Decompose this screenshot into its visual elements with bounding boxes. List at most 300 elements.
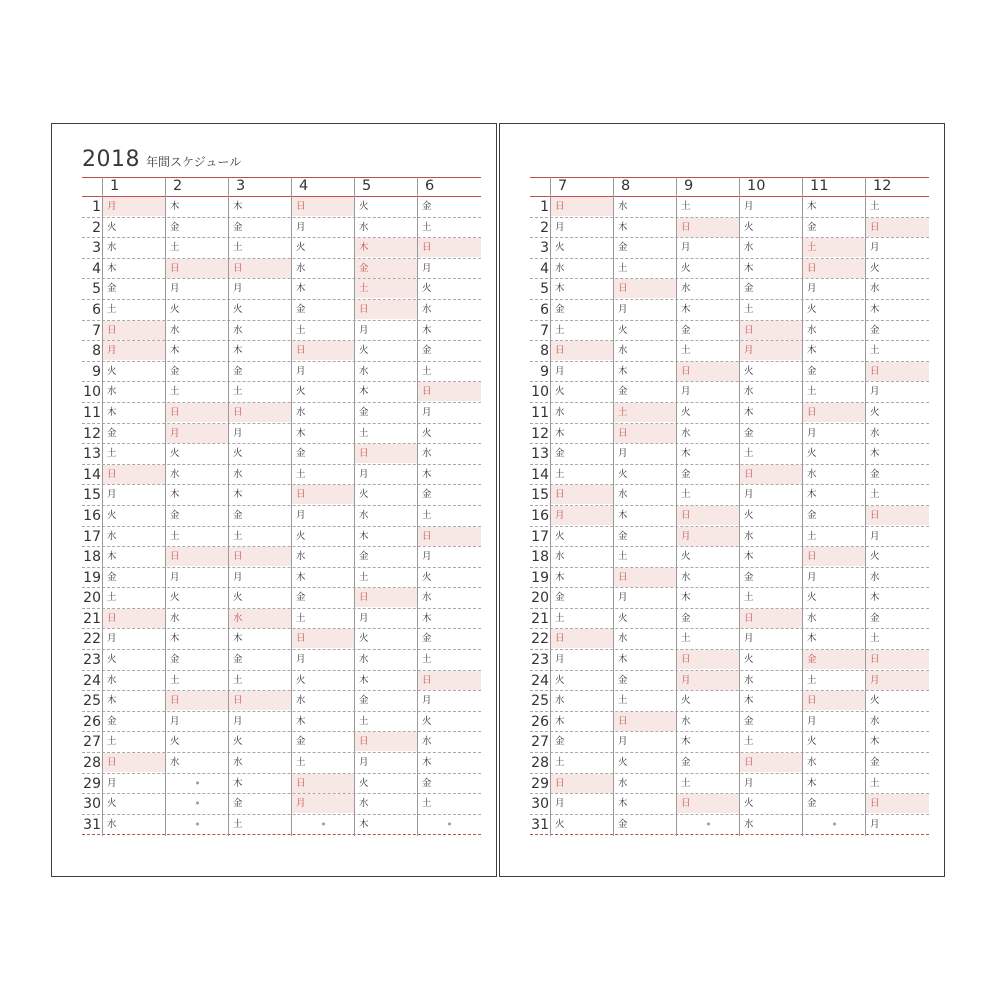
month-header: 6: [425, 178, 435, 194]
weekday-cell: 火: [618, 757, 628, 769]
weekday-cell: 木: [170, 489, 180, 501]
holiday-weekday-cell: 日: [866, 794, 929, 813]
holiday-weekday-cell: 日: [866, 650, 929, 669]
day-row: [82, 609, 481, 630]
weekday-cell: 月: [359, 324, 369, 336]
weekday-cell: 木: [744, 262, 754, 274]
day-row: [530, 609, 929, 630]
weekday-cell: 土: [807, 674, 817, 686]
weekday-cell: 水: [296, 551, 306, 563]
weekday-cell: 水: [807, 612, 817, 624]
day-row: [82, 238, 481, 259]
weekday-cell: 土: [233, 674, 243, 686]
weekday-cell: 土: [422, 365, 432, 377]
holiday-weekday-cell: 日: [551, 197, 614, 216]
weekday-cell: 金: [870, 757, 880, 769]
weekday-cell: 土: [807, 386, 817, 398]
weekday-cell: 水: [618, 345, 628, 357]
weekday-cell: 月: [681, 386, 691, 398]
day-row: [530, 485, 929, 506]
holiday-weekday-cell: 月: [103, 341, 166, 360]
weekday-cell: 木: [618, 654, 628, 666]
holiday-weekday-cell: 日: [803, 403, 866, 422]
day-number: 4: [92, 260, 101, 277]
day-number: 12: [531, 425, 549, 442]
weekday-cell: 金: [744, 571, 754, 583]
weekday-cell: 火: [555, 242, 565, 254]
weekday-cell: 木: [555, 715, 565, 727]
day-number: 17: [531, 528, 549, 545]
day-row: [82, 774, 481, 795]
empty-day-marker: •: [320, 817, 327, 831]
weekday-cell: 火: [618, 612, 628, 624]
weekday-cell: 月: [233, 427, 243, 439]
weekday-cell: 木: [618, 221, 628, 233]
weekday-cell: 金: [296, 736, 306, 748]
weekday-cell: 金: [422, 633, 432, 645]
title-year: 2018: [82, 147, 140, 172]
weekday-cell: 金: [618, 530, 628, 542]
weekday-cell: 水: [296, 695, 306, 707]
holiday-weekday-cell: 日: [677, 794, 740, 813]
holiday-weekday-cell: 日: [551, 629, 614, 648]
weekday-cell: 土: [422, 509, 432, 521]
weekday-cell: 土: [107, 303, 117, 315]
day-row: [82, 197, 481, 218]
weekday-cell: 金: [170, 221, 180, 233]
weekday-cell: 火: [807, 303, 817, 315]
weekday-cell: 木: [681, 448, 691, 460]
day-row: [82, 341, 481, 362]
day-number: 14: [531, 466, 549, 483]
weekday-cell: 月: [870, 818, 880, 830]
month-header: 1: [110, 178, 120, 194]
weekday-cell: 月: [618, 736, 628, 748]
holiday-weekday-cell: 日: [355, 300, 418, 319]
weekday-cell: 火: [681, 695, 691, 707]
day-row: [530, 465, 929, 486]
weekday-cell: 月: [744, 201, 754, 212]
weekday-cell: 月: [296, 221, 306, 233]
day-row: [82, 650, 481, 671]
weekday-cell: 月: [359, 468, 369, 480]
holiday-weekday-cell: 月: [866, 671, 929, 690]
month-header: 5: [362, 178, 372, 194]
weekday-cell: 水: [618, 489, 628, 501]
weekday-cell: 金: [807, 798, 817, 810]
day-number: 26: [531, 713, 549, 730]
day-number: 30: [531, 796, 549, 813]
holiday-weekday-cell: 月: [166, 424, 229, 443]
empty-day-marker: •: [446, 817, 453, 831]
day-row: [530, 279, 929, 300]
empty-day-marker: •: [194, 817, 201, 831]
holiday-weekday-cell: 日: [551, 774, 614, 793]
day-row: [82, 671, 481, 692]
column-divider: [102, 177, 103, 836]
weekday-cell: 月: [296, 654, 306, 666]
weekday-cell: 木: [422, 757, 432, 769]
weekday-cell: 火: [807, 448, 817, 460]
holiday-weekday-cell: 日: [292, 341, 355, 360]
weekday-cell: 土: [618, 695, 628, 707]
weekday-cell: 金: [555, 303, 565, 315]
weekday-cell: 木: [744, 695, 754, 707]
weekday-cell: 金: [107, 283, 117, 295]
weekday-cell: 火: [359, 633, 369, 645]
weekday-cell: 火: [107, 365, 117, 377]
weekday-cell: 水: [296, 262, 306, 274]
weekday-cell: 月: [870, 242, 880, 254]
weekday-cell: 火: [296, 530, 306, 542]
day-number: 28: [531, 755, 549, 772]
weekday-cell: 金: [359, 406, 369, 418]
day-number: 10: [531, 384, 549, 401]
day-row: [82, 485, 481, 506]
holiday-weekday-cell: 日: [551, 341, 614, 360]
weekday-cell: 火: [870, 406, 880, 418]
weekday-cell: 土: [618, 262, 628, 274]
weekday-cell: 火: [807, 592, 817, 604]
day-number: 24: [531, 672, 549, 689]
day-row: [530, 794, 929, 815]
day-number: 17: [83, 528, 101, 545]
calendar-table-jul-dec: [530, 177, 929, 835]
day-row: [530, 403, 929, 424]
weekday-cell: 土: [681, 777, 691, 789]
weekday-cell: 土: [744, 448, 754, 460]
holiday-weekday-cell: 日: [614, 424, 677, 443]
day-number: 16: [83, 507, 101, 524]
weekday-cell: 火: [233, 592, 243, 604]
day-row: [530, 382, 929, 403]
day-number: 7: [92, 322, 101, 339]
weekday-cell: 金: [422, 345, 432, 357]
weekday-cell: 土: [359, 715, 369, 727]
holiday-weekday-cell: 日: [866, 362, 929, 381]
weekday-cell: 水: [422, 736, 432, 748]
weekday-cell: 金: [681, 468, 691, 480]
weekday-cell: 木: [359, 530, 369, 542]
day-row: [530, 629, 929, 650]
weekday-cell: 月: [870, 386, 880, 398]
weekday-cell: 水: [422, 448, 432, 460]
column-divider: [550, 177, 551, 836]
day-number: 19: [531, 569, 549, 586]
weekday-cell: 土: [233, 242, 243, 254]
holiday-weekday-cell: 月: [677, 527, 740, 546]
weekday-cell: 火: [870, 262, 880, 274]
weekday-cell: 月: [107, 489, 117, 501]
weekday-cell: 金: [618, 818, 628, 830]
weekday-cell: 木: [870, 592, 880, 604]
day-number: 13: [83, 446, 101, 463]
holiday-weekday-cell: 日: [803, 547, 866, 566]
weekday-cell: 火: [170, 303, 180, 315]
weekday-cell: 金: [233, 798, 243, 810]
day-row: [82, 218, 481, 239]
weekday-cell: 金: [296, 303, 306, 315]
left-page: [51, 123, 497, 877]
weekday-cell: 月: [170, 571, 180, 583]
weekday-cell: 木: [107, 262, 117, 274]
weekday-cell: 金: [107, 571, 117, 583]
weekday-cell: 水: [870, 283, 880, 295]
weekday-cell: 火: [618, 324, 628, 336]
day-number: 3: [92, 240, 101, 257]
weekday-cell: 土: [422, 221, 432, 233]
weekday-cell: 月: [555, 798, 565, 810]
weekday-cell: 水: [422, 303, 432, 315]
weekday-cell: 月: [296, 509, 306, 521]
weekday-cell: 水: [233, 324, 243, 336]
weekday-cell: 金: [296, 448, 306, 460]
weekday-cell: 火: [744, 798, 754, 810]
weekday-cell: 木: [681, 303, 691, 315]
holiday-weekday-cell: 日: [292, 774, 355, 793]
weekday-cell: 土: [107, 736, 117, 748]
holiday-weekday-cell: 日: [551, 485, 614, 504]
holiday-weekday-cell: 日: [740, 753, 803, 772]
day-row: [82, 321, 481, 342]
empty-day-marker: •: [194, 797, 201, 811]
weekday-cell: 木: [296, 427, 306, 439]
holiday-weekday-cell: 月: [551, 506, 614, 525]
weekday-cell: 水: [170, 757, 180, 769]
day-number: 21: [531, 610, 549, 627]
weekday-cell: 木: [296, 715, 306, 727]
holiday-weekday-cell: 日: [103, 465, 166, 484]
weekday-cell: 木: [870, 303, 880, 315]
weekday-cell: 木: [233, 633, 243, 645]
weekday-cell: 金: [618, 674, 628, 686]
day-number: 14: [83, 466, 101, 483]
weekday-cell: 水: [555, 695, 565, 707]
weekday-cell: 金: [870, 468, 880, 480]
weekday-cell: 土: [870, 345, 880, 357]
calendar-table-jan-jun: [82, 177, 481, 835]
weekday-cell: 木: [681, 736, 691, 748]
holiday-weekday-cell: 日: [418, 527, 481, 546]
day-number: 23: [83, 652, 101, 669]
day-number: 25: [83, 693, 101, 710]
weekday-cell: 水: [681, 715, 691, 727]
weekday-cell: 土: [618, 551, 628, 563]
weekday-cell: 火: [744, 654, 754, 666]
weekday-cell: 木: [870, 736, 880, 748]
day-row: [82, 444, 481, 465]
column-divider: [802, 177, 803, 836]
weekday-cell: 水: [870, 571, 880, 583]
weekday-cell: 火: [170, 448, 180, 460]
weekday-cell: 木: [233, 489, 243, 501]
day-number: 18: [83, 549, 101, 566]
day-row: [530, 774, 929, 795]
weekday-cell: 木: [807, 633, 817, 645]
weekday-cell: 月: [555, 365, 565, 377]
weekday-cell: 水: [107, 674, 117, 686]
weekday-cell: 金: [233, 654, 243, 666]
weekday-cell: 水: [359, 365, 369, 377]
weekday-cell: 金: [555, 448, 565, 460]
weekday-cell: 木: [359, 386, 369, 398]
day-number: 18: [531, 549, 549, 566]
day-row: [530, 321, 929, 342]
weekday-cell: 土: [555, 757, 565, 769]
day-row: [82, 403, 481, 424]
holiday-weekday-cell: 日: [740, 465, 803, 484]
holiday-weekday-cell: 日: [292, 485, 355, 504]
weekday-cell: 月: [807, 427, 817, 439]
weekday-cell: 月: [233, 283, 243, 295]
holiday-weekday-cell: 日: [355, 732, 418, 751]
weekday-cell: 水: [170, 324, 180, 336]
holiday-weekday-cell: 日: [677, 362, 740, 381]
day-row: [82, 588, 481, 609]
weekday-cell: 木: [296, 283, 306, 295]
day-row: [530, 259, 929, 280]
weekday-cell: 火: [359, 201, 369, 212]
weekday-cell: 金: [870, 324, 880, 336]
weekday-cell: 木: [422, 324, 432, 336]
holiday-weekday-cell: 土: [614, 403, 677, 422]
weekday-cell: 金: [170, 654, 180, 666]
day-row: [530, 671, 929, 692]
weekday-cell: 水: [618, 777, 628, 789]
day-row: [530, 732, 929, 753]
day-row: [82, 815, 481, 836]
day-number: 9: [92, 363, 101, 380]
day-row: [530, 527, 929, 548]
weekday-cell: 火: [744, 221, 754, 233]
weekday-cell: 土: [170, 674, 180, 686]
weekday-cell: 火: [555, 674, 565, 686]
day-row: [82, 424, 481, 445]
column-divider: [739, 177, 740, 836]
weekday-cell: 月: [807, 283, 817, 295]
weekday-cell: 水: [359, 221, 369, 233]
weekday-cell: 土: [233, 530, 243, 542]
weekday-cell: 金: [618, 386, 628, 398]
column-divider: [165, 177, 166, 836]
weekday-cell: 火: [681, 551, 691, 563]
weekday-cell: 土: [296, 757, 306, 769]
weekday-cell: 月: [807, 715, 817, 727]
day-row: [82, 629, 481, 650]
day-row: [82, 259, 481, 280]
weekday-cell: 火: [555, 818, 565, 830]
day-row: [530, 424, 929, 445]
weekday-cell: 水: [359, 654, 369, 666]
holiday-weekday-cell: 日: [803, 259, 866, 278]
weekday-cell: 木: [807, 777, 817, 789]
month-header: 12: [873, 178, 892, 194]
weekday-cell: 水: [359, 509, 369, 521]
day-number: 20: [83, 590, 101, 607]
weekday-cell: 土: [422, 798, 432, 810]
weekday-cell: 金: [233, 365, 243, 377]
weekday-cell: 土: [870, 633, 880, 645]
weekday-cell: 木: [618, 798, 628, 810]
weekday-cell: 火: [359, 777, 369, 789]
holiday-weekday-cell: 日: [866, 506, 929, 525]
weekday-cell: 水: [170, 468, 180, 480]
holiday-weekday-cell: 日: [614, 568, 677, 587]
holiday-weekday-cell: 日: [292, 629, 355, 648]
day-row: [530, 362, 929, 383]
weekday-cell: 金: [170, 509, 180, 521]
month-header: 10: [747, 178, 766, 194]
day-row: [82, 300, 481, 321]
day-number: 22: [531, 631, 549, 648]
weekday-cell: 木: [681, 592, 691, 604]
holiday-weekday-cell: 金: [355, 259, 418, 278]
weekday-cell: 火: [870, 695, 880, 707]
day-number: 15: [83, 487, 101, 504]
month-header: 9: [684, 178, 694, 194]
weekday-cell: 金: [555, 736, 565, 748]
day-number: 1: [92, 199, 101, 215]
weekday-cell: 木: [422, 612, 432, 624]
weekday-cell: 金: [170, 365, 180, 377]
day-row: [530, 568, 929, 589]
day-row: [530, 815, 929, 836]
weekday-cell: 土: [744, 736, 754, 748]
weekday-cell: 土: [422, 654, 432, 666]
weekday-cell: 水: [107, 818, 117, 830]
weekday-cell: 月: [555, 654, 565, 666]
day-number: 27: [531, 734, 549, 751]
weekday-cell: 火: [807, 736, 817, 748]
weekday-cell: 金: [744, 283, 754, 295]
weekday-cell: 金: [107, 715, 117, 727]
month-header: 8: [621, 178, 631, 194]
weekday-cell: 水: [744, 818, 754, 830]
weekday-cell: 月: [618, 448, 628, 460]
weekday-cell: 金: [744, 715, 754, 727]
holiday-weekday-cell: 日: [355, 444, 418, 463]
day-row: [530, 588, 929, 609]
holiday-weekday-cell: 日: [740, 609, 803, 628]
weekday-cell: 火: [359, 345, 369, 357]
empty-day-marker: •: [705, 817, 712, 831]
weekday-cell: 土: [555, 324, 565, 336]
column-divider: [613, 177, 614, 836]
weekday-cell: 土: [744, 303, 754, 315]
weekday-cell: 月: [233, 571, 243, 583]
holiday-weekday-cell: 日: [229, 691, 292, 710]
weekday-cell: 木: [233, 345, 243, 357]
holiday-weekday-cell: 日: [677, 218, 740, 237]
day-number: 9: [540, 363, 549, 380]
weekday-cell: 木: [107, 551, 117, 563]
weekday-cell: 火: [744, 365, 754, 377]
weekday-cell: 火: [107, 798, 117, 810]
weekday-cell: 水: [107, 530, 117, 542]
day-number: 15: [531, 487, 549, 504]
weekday-cell: 土: [870, 489, 880, 501]
weekday-cell: 水: [422, 592, 432, 604]
weekday-cell: 金: [422, 489, 432, 501]
holiday-weekday-cell: 日: [614, 712, 677, 731]
weekday-cell: 火: [107, 509, 117, 521]
weekday-cell: 水: [807, 324, 817, 336]
weekday-cell: 土: [233, 386, 243, 398]
weekday-cell: 土: [807, 530, 817, 542]
weekday-cell: 水: [555, 262, 565, 274]
day-row: [530, 238, 929, 259]
weekday-cell: 金: [807, 509, 817, 521]
